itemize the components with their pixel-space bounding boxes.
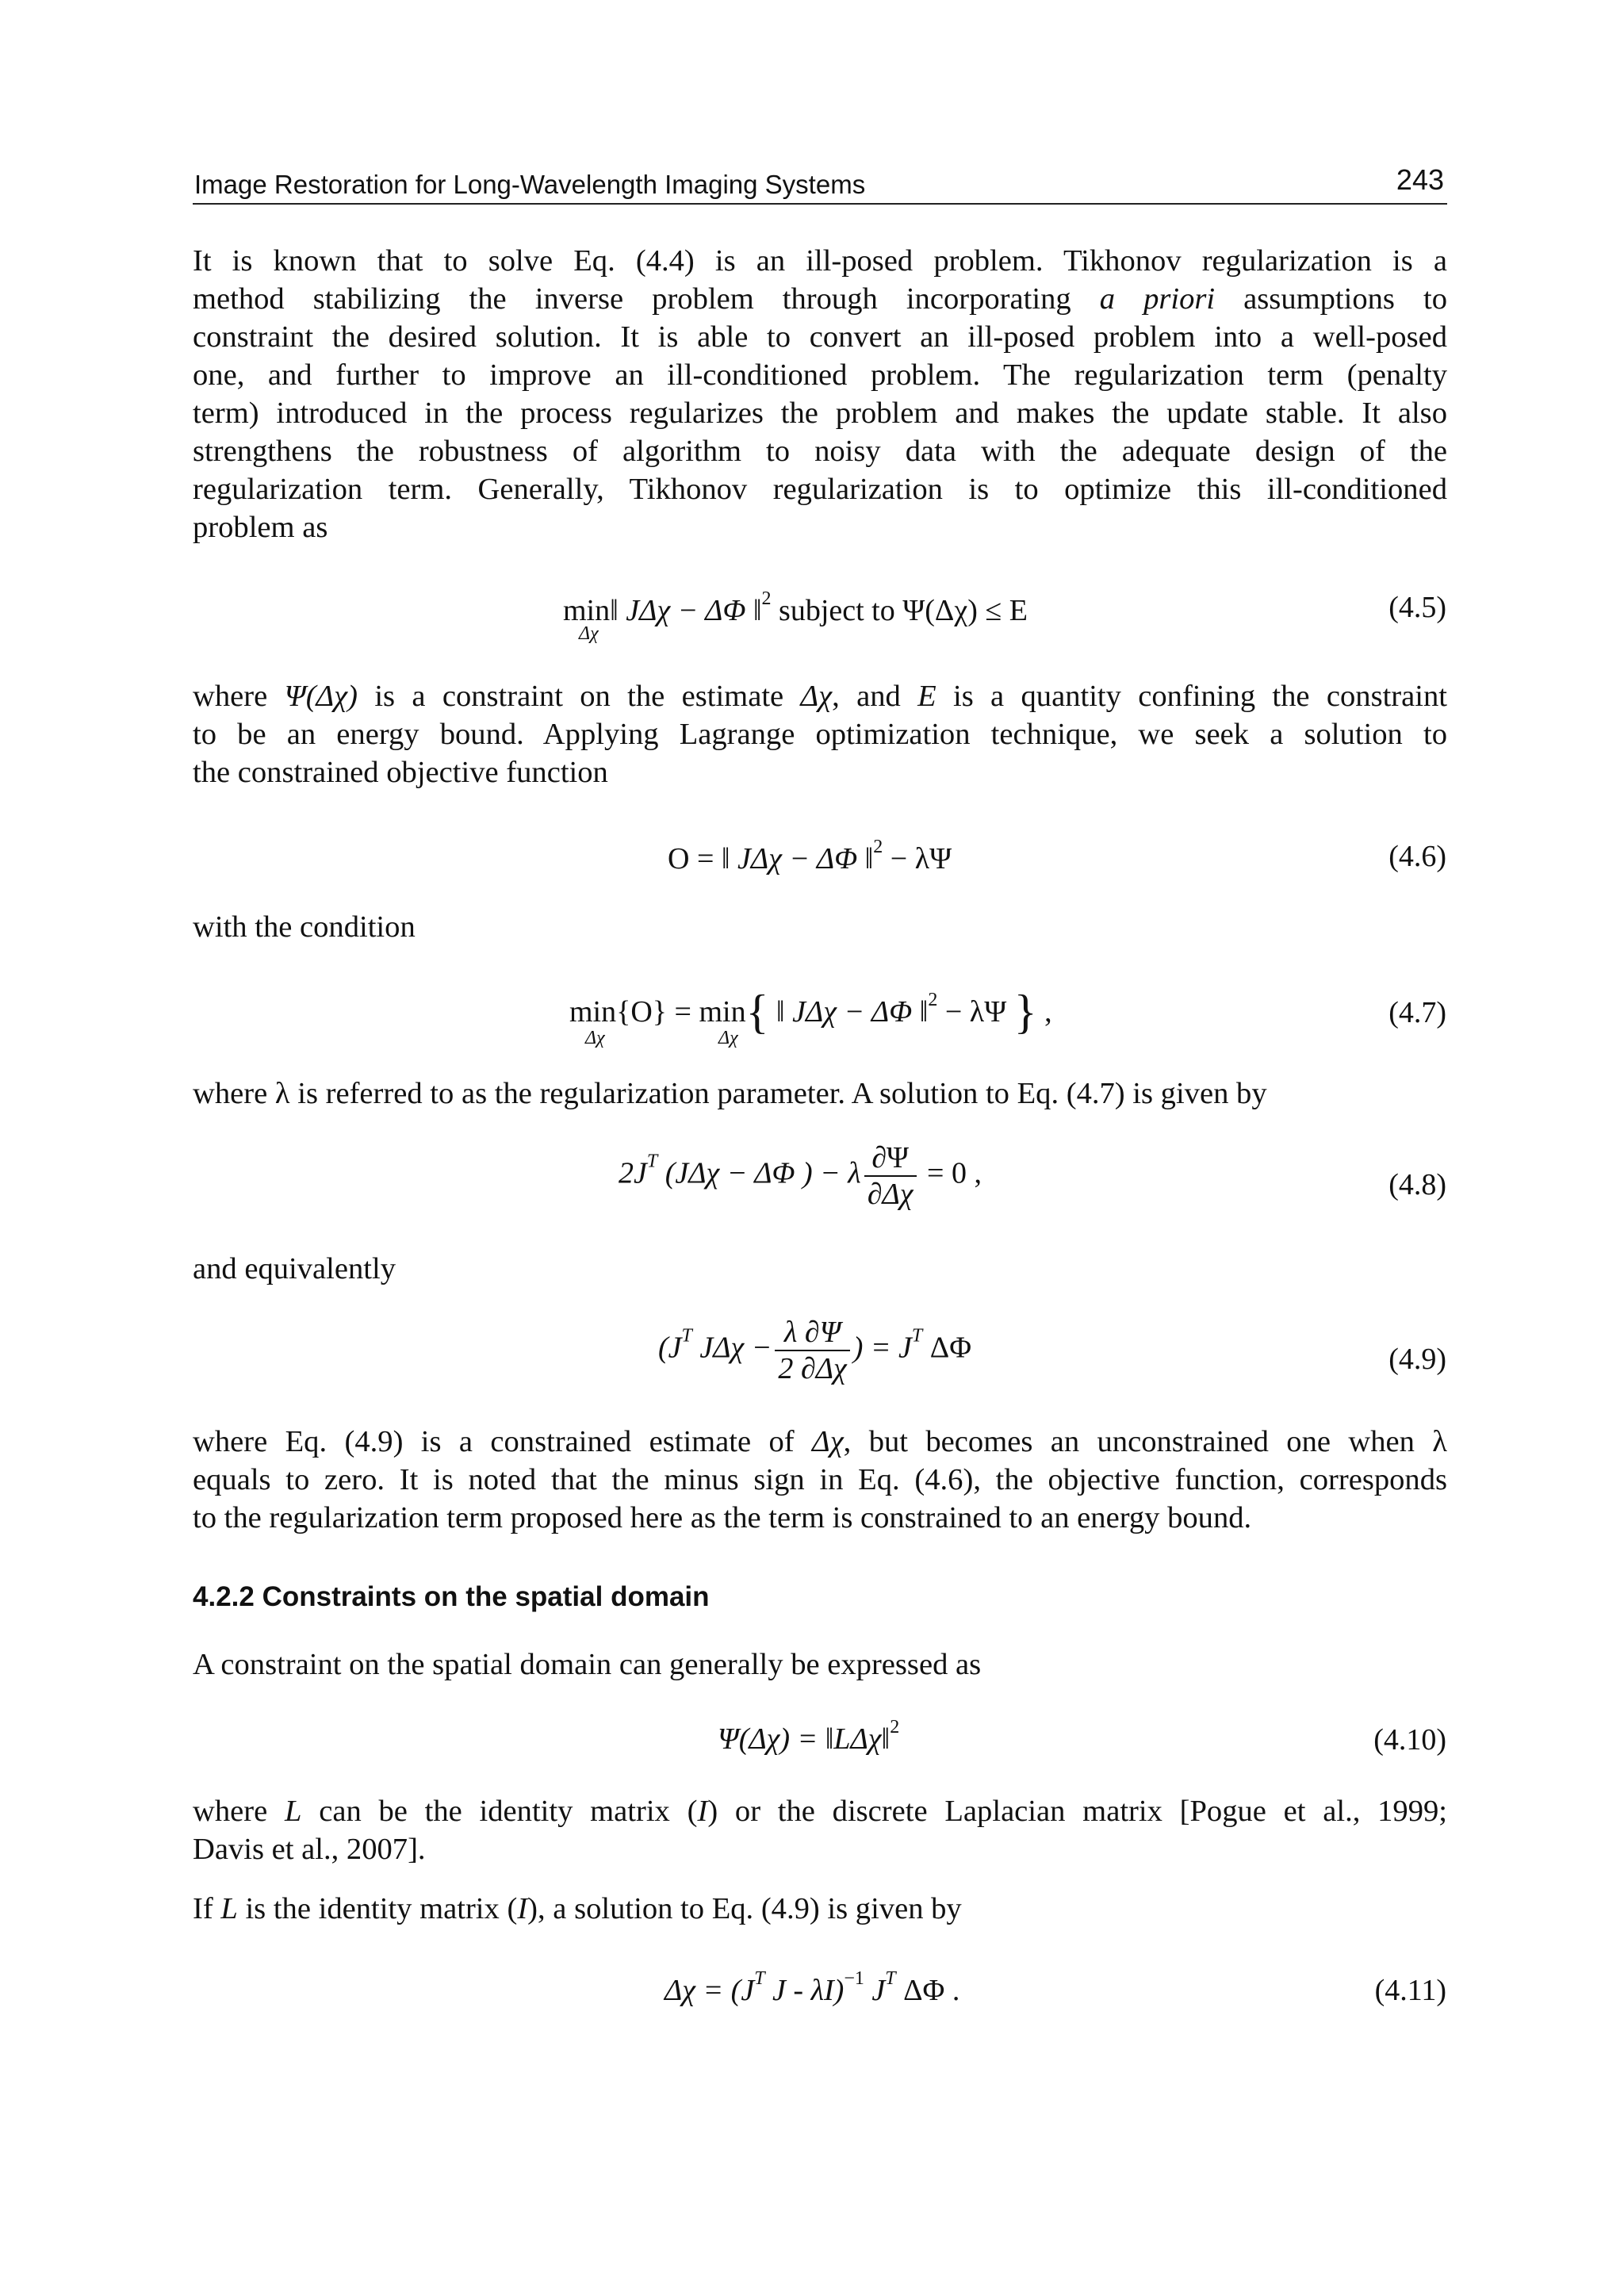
text-line: Davis et al., 2007]. [193,1833,426,1866]
equation-number: (4.8) [1388,1168,1446,1201]
equation-number: (4.5) [1388,591,1446,624]
paragraph-8 [193,1792,1447,1868]
text-line: problem as [193,511,328,544]
running-title: Image Restoration for Long-Wavelength Imaging Systems [194,170,866,199]
text-line: equals to zero. It is noted that the minus sign in Eq. (4.6), the objective function, corresponds [193,1463,1447,1496]
text-line: to the regularization term proposed here as the term is constrained to an energy bound. [193,1501,1252,1534]
text-line: the constrained objective function [193,756,608,789]
paragraph-5: and equivalently [193,1252,396,1285]
section-heading: 4.2.2 Constraints on the spatial domain [193,1581,710,1612]
text-line: constraint the desired solution. It is able to convert an ill-posed problem into a well-posed [193,320,1447,354]
equation-4-6: O = ‖ JΔχ − ΔΦ ‖$^2$ − λΨ [668,837,952,875]
text-line: where Ψ(Δχ) is a constraint on the estimate Δχ, and E is a quantity confining the constraint [193,680,1448,713]
equation-4-9: ($J^T$ JΔχ − $\frac{\lambda \partial\Psi}{2 \partial\Delta\chi}$ ) = $J^T$ ΔΦ [658,1316,971,1385]
text-line: term) introduced in the process regularizes the problem and makes the update stable. It also [193,397,1447,430]
equation-4-8: $2J^T$ (JΔχ − ΔΦ ) − λ $\frac{\partial\Psi}{\partial\Delta\chi}$ = 0 , [619,1141,982,1211]
equation-4-10: Ψ(Δχ) = ‖LΔχ‖$^2$ [718,1717,900,1756]
text-line: method stabilizing the inverse problem through incorporating a priori assumptions to [193,282,1447,316]
text-line: where Eq. (4.9) is a constrained estimate of Δχ, but becomes an unconstrained one when λ [193,1425,1448,1458]
text-line: where L can be the identity matrix (I) or the discrete Laplacian matrix [Pogue et al., 1999; [193,1795,1448,1828]
paragraph-7: A constraint on the spatial domain can generally be expressed as [193,1648,982,1681]
paragraph-1 [193,242,1447,546]
equation-number: (4.6) [1388,840,1446,873]
equation-4-7: min{O} = min{ ‖ JΔχ − ΔΦ ‖$^2$ − λΨ } , Δχ Δχ [569,986,1052,1048]
text-line: It is known that to solve Eq. (4.4) is an ill-posed problem. Tikhonov regularization is a [193,244,1447,278]
running-header [193,162,1447,205]
paragraph-4: where λ is referred to as the regularization parameter. A solution to Eq. (4.7) is given by [193,1077,1267,1110]
equation-number: (4.11) [1374,1974,1446,2007]
page-number: 243 [1396,163,1444,196]
text-line: to be an energy bound. Applying Lagrange optimization technique, we seek a solution to [193,718,1447,751]
text-line: strengthens the robustness of algorithm to noisy data with the adequate design of the [193,435,1447,468]
equation-number: (4.9) [1388,1343,1446,1376]
text-line: one, and further to improve an ill-conditioned problem. The regularization term (penalty [193,358,1447,392]
equation-number: (4.7) [1388,996,1446,1029]
fraction: $\frac{\partial\Psi}{\partial\Delta\chi}$ [864,1142,917,1210]
paragraph-2 [193,677,1447,791]
equation-4-11: $\Delta\chi = (J^T$ J - λI)$^{-1}$ $J^T$ ΔΦ . [665,1968,960,2007]
text-line: regularization term. Generally, Tikhonov regularization is to optimize this ill-conditioned [193,473,1447,506]
equation-4-5: min‖ JΔχ − ΔΦ ‖$^2$ subject to Ψ(Δχ) ≤ E Δχ [563,588,1028,644]
paragraph-6 [193,1423,1447,1537]
paragraph-9: If L is the identity matrix (I), a solution to Eq. (4.9) is given by [193,1892,962,1925]
equation-number: (4.10) [1373,1723,1446,1757]
paragraph-3: with the condition [193,910,416,944]
fraction: $\frac{\lambda \partial\Psi}{2 \partial\Delta\chi}$ [775,1316,849,1385]
